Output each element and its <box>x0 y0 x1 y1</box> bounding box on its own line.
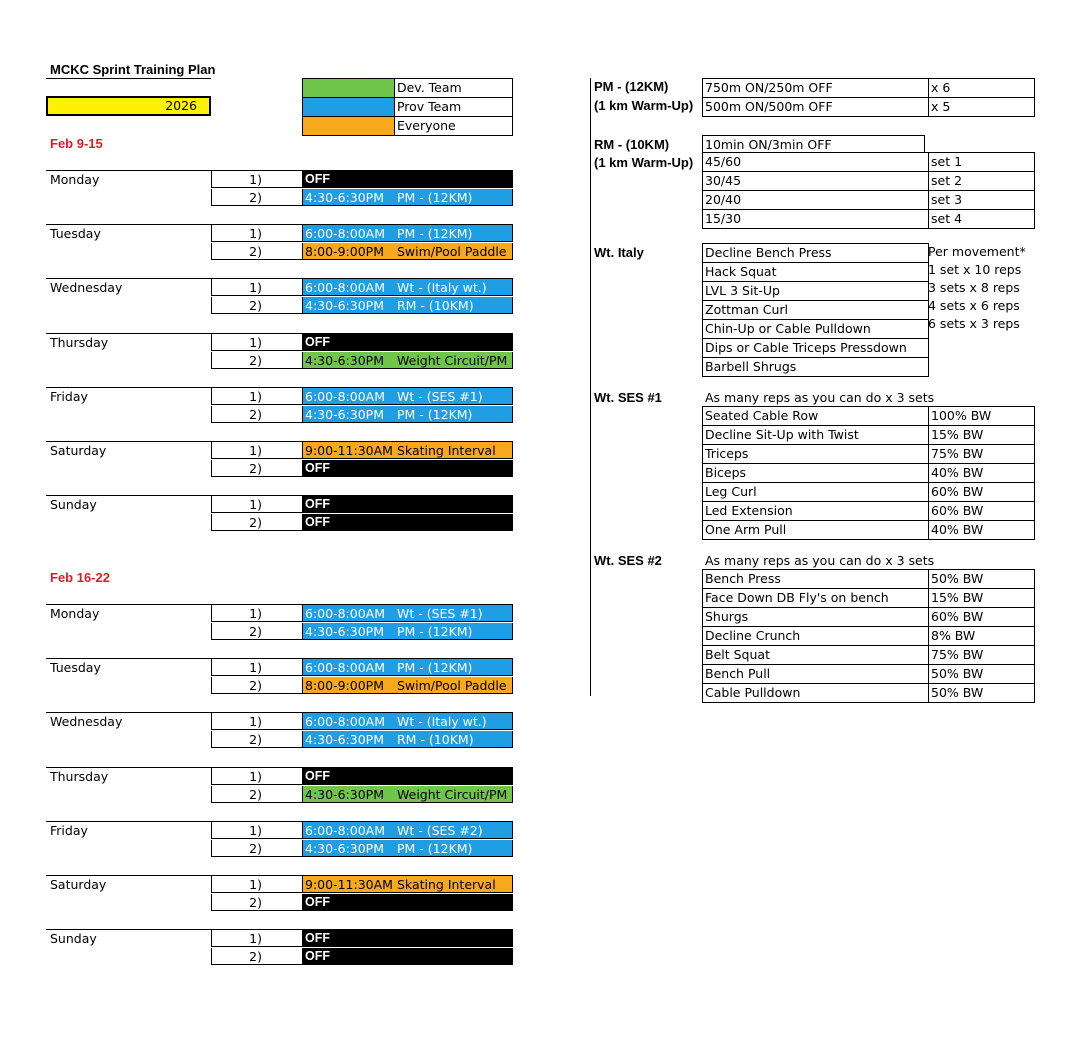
activity-cell <box>302 677 513 694</box>
ses1-row <box>702 444 1035 464</box>
ses2-bodyweight: 60% BW <box>929 607 1035 627</box>
activity-name: Weight Circuit/PM <box>397 352 508 368</box>
slot-number: 1) <box>211 767 303 785</box>
rm-set: set 3 <box>929 190 1035 210</box>
activity-cell <box>302 767 513 785</box>
italy-exercise-list <box>702 243 929 377</box>
ses2-exercise: Decline Crunch <box>702 626 929 646</box>
activity-cell <box>302 170 513 188</box>
italy-label: Wt. Italy <box>594 245 644 260</box>
activity-time: 4:30-6:30PM <box>305 840 384 856</box>
activity-cell <box>302 441 513 459</box>
ses1-row <box>702 406 1035 426</box>
rm-desc: 20/40 <box>702 190 929 210</box>
activity-time: 6:00-8:00AM <box>305 606 385 621</box>
rm-desc: 45/60 <box>702 152 929 172</box>
activity-cell <box>302 623 513 640</box>
activity-cell <box>302 387 513 405</box>
day-label: Friday <box>50 822 88 838</box>
italy-note: 4 sets x 6 reps <box>928 298 1020 313</box>
activity-time: 6:00-8:00AM <box>305 714 385 730</box>
activity-name: OFF <box>305 515 330 530</box>
section-divider <box>590 78 591 696</box>
ses2-row <box>702 683 1035 703</box>
ses2-row <box>702 626 1035 646</box>
day-label: Sunday <box>50 931 97 947</box>
activity-cell <box>302 929 513 947</box>
italy-notes <box>928 243 1026 333</box>
legend-swatch-green <box>302 78 395 98</box>
activity-name: OFF <box>305 172 330 186</box>
activity-name: OFF <box>305 895 330 909</box>
activity-name: Wt - (Italy wt.) <box>397 280 487 296</box>
italy-exercise: Hack Squat <box>702 262 929 282</box>
activity-name: RM - (10KM) <box>397 732 474 748</box>
rm-warmup-label: (1 km Warm-Up) <box>594 155 694 170</box>
ses1-header: As many reps as you can do x 3 sets <box>705 390 935 405</box>
rm-row <box>702 209 1035 229</box>
ses1-exercise: Leg Curl <box>702 482 929 502</box>
ses1-row <box>702 520 1035 540</box>
year-cell: 2026 <box>46 96 211 116</box>
day-label: Thursday <box>50 334 109 350</box>
activity-time: 6:00-8:00AM <box>305 388 385 404</box>
slot-number: 1) <box>211 278 303 296</box>
ses2-header: As many reps as you can do x 3 sets <box>705 553 935 568</box>
italy-note: Per movement* <box>928 244 1026 259</box>
activity-name: PM - (12KM) <box>397 840 473 856</box>
slot-number: 1) <box>211 495 303 513</box>
activity-time: 4:30-6:30PM <box>305 732 384 748</box>
ses2-bodyweight: 50% BW <box>929 683 1035 703</box>
slot-number: 1) <box>211 224 303 242</box>
rm-header: 10min ON/3min OFF <box>702 135 925 153</box>
pm-row <box>702 97 1035 117</box>
activity-cell <box>302 297 513 314</box>
ses1-bodyweight: 75% BW <box>929 444 1035 464</box>
pm-row <box>702 78 1035 98</box>
ses1-exercise: Led Extension <box>702 501 929 521</box>
day-label: Thursday <box>50 768 109 784</box>
activity-cell <box>302 731 513 748</box>
legend-row-dev <box>302 78 513 98</box>
day-label: Saturday <box>50 443 107 458</box>
rm-row <box>702 152 1035 172</box>
activity-name: Swim/Pool Paddle <box>397 678 507 694</box>
slot-number: 2) <box>211 297 303 314</box>
italy-exercise: Zottman Curl <box>702 300 929 320</box>
italy-note: 6 sets x 3 reps <box>928 316 1020 331</box>
italy-exercise: Barbell Shrugs <box>702 357 929 377</box>
activity-name: PM - (12KM) <box>397 190 473 205</box>
slot-number: 2) <box>211 243 303 260</box>
pm-reps: x 5 <box>929 97 1035 117</box>
activity-name: Wt - (SES #2) <box>397 822 483 838</box>
activity-name: Wt - (SES #1) <box>397 388 483 404</box>
ses1-bodyweight: 60% BW <box>929 501 1035 521</box>
ses2-exercise: Belt Squat <box>702 645 929 665</box>
slot-number: 1) <box>211 333 303 351</box>
legend-swatch-orange <box>302 116 395 136</box>
ses2-exercise: Face Down DB Fly's on bench <box>702 588 929 608</box>
slot-number: 1) <box>211 387 303 405</box>
slot-number: 1) <box>211 929 303 947</box>
slot-number: 2) <box>211 623 303 640</box>
slot-number: 1) <box>211 441 303 459</box>
slot-number: 1) <box>211 712 303 730</box>
activity-name: PM - (12KM) <box>397 624 473 639</box>
ses2-exercise: Bench Pull <box>702 664 929 684</box>
legend <box>302 78 513 136</box>
slot-number: 1) <box>211 604 303 622</box>
slot-number: 1) <box>211 821 303 839</box>
activity-name: Skating Interval <box>397 443 496 458</box>
activity-name: PM - (12KM) <box>397 226 473 242</box>
italy-exercise: LVL 3 Sit-Up <box>702 281 929 301</box>
activity-time: 4:30-6:30PM <box>305 352 384 368</box>
activity-cell <box>302 495 513 513</box>
ses1-row <box>702 425 1035 445</box>
activity-name: OFF <box>305 931 330 946</box>
rm-row <box>702 190 1035 210</box>
ses2-row <box>702 588 1035 608</box>
day-label: Wednesday <box>50 280 123 296</box>
slot-number: 2) <box>211 406 303 423</box>
activity-name: OFF <box>305 461 330 475</box>
title-underline <box>46 78 211 79</box>
rm-desc: 30/45 <box>702 171 929 191</box>
ses1-row <box>702 482 1035 502</box>
activity-cell <box>302 406 513 423</box>
activity-name: OFF <box>305 497 330 512</box>
activity-name: Swim/Pool Paddle <box>397 244 507 260</box>
pm-table <box>702 78 1035 117</box>
activity-cell <box>302 821 513 839</box>
day-label: Sunday <box>50 497 97 513</box>
activity-cell <box>302 514 513 531</box>
activity-name: Wt - (Italy wt.) <box>397 714 487 730</box>
activity-name: PM - (12KM) <box>397 660 473 676</box>
ses2-bodyweight: 50% BW <box>929 569 1035 589</box>
rm-label: RM - (10KM) <box>594 137 670 152</box>
legend-row-prov <box>302 97 513 117</box>
legend-swatch-blue <box>302 97 395 117</box>
pm-warmup-label: (1 km Warm-Up) <box>594 98 694 113</box>
ses2-bodyweight: 75% BW <box>929 645 1035 665</box>
ses1-exercise: Seated Cable Row <box>702 406 929 426</box>
ses2-row <box>702 664 1035 684</box>
activity-cell <box>302 224 513 242</box>
day-label: Tuesday <box>50 226 101 242</box>
italy-note: 1 set x 10 reps <box>928 262 1022 277</box>
activity-cell <box>302 948 513 965</box>
ses1-bodyweight: 15% BW <box>929 425 1035 445</box>
activity-cell <box>302 604 513 622</box>
day-label: Saturday <box>50 877 107 892</box>
activity-time: 8:00-9:00PM <box>305 678 384 694</box>
day-label: Tuesday <box>50 660 101 676</box>
ses2-exercise: Cable Pulldown <box>702 683 929 703</box>
activity-cell <box>302 894 513 911</box>
activity-name: PM - (12KM) <box>397 406 473 422</box>
italy-exercise: Chin-Up or Cable Pulldown <box>702 319 929 339</box>
activity-name: OFF <box>305 334 330 349</box>
activity-cell <box>302 189 513 206</box>
activity-cell <box>302 460 513 477</box>
ses1-exercise: One Arm Pull <box>702 520 929 540</box>
activity-name: RM - (10KM) <box>397 298 474 314</box>
slot-number: 2) <box>211 731 303 748</box>
ses2-exercise: Shurgs <box>702 607 929 627</box>
slot-number: 2) <box>211 840 303 857</box>
slot-number: 1) <box>211 875 303 893</box>
week-label: Feb 9-15 <box>50 136 103 151</box>
rm-set: set 2 <box>929 171 1035 191</box>
legend-label: Dev. Team <box>395 78 513 98</box>
activity-time: 6:00-8:00AM <box>305 280 385 296</box>
italy-note: 3 sets x 8 reps <box>928 280 1020 295</box>
activity-cell <box>302 278 513 296</box>
slot-number: 2) <box>211 514 303 531</box>
day-label: Friday <box>50 388 88 404</box>
activity-time: 4:30-6:30PM <box>305 786 384 802</box>
rm-desc: 15/30 <box>702 209 929 229</box>
slot-number: 2) <box>211 786 303 803</box>
rm-set: set 4 <box>929 209 1035 229</box>
ses1-table <box>702 406 1035 540</box>
activity-cell <box>302 243 513 260</box>
ses2-bodyweight: 50% BW <box>929 664 1035 684</box>
ses1-bodyweight: 40% BW <box>929 520 1035 540</box>
page-title: MCKC Sprint Training Plan <box>50 62 216 77</box>
slot-number: 1) <box>211 658 303 676</box>
ses1-bodyweight: 60% BW <box>929 482 1035 502</box>
ses1-row <box>702 463 1035 483</box>
rm-table <box>702 152 1035 229</box>
pm-desc: 750m ON/250m OFF <box>702 78 929 98</box>
activity-cell <box>302 352 513 369</box>
rm-row <box>702 171 1035 191</box>
slot-number: 2) <box>211 948 303 965</box>
week-label: Feb 16-22 <box>50 570 110 585</box>
ses1-exercise: Biceps <box>702 463 929 483</box>
activity-cell <box>302 712 513 730</box>
slot-number: 2) <box>211 460 303 477</box>
rm-set: set 1 <box>929 152 1035 172</box>
activity-time: 9:00-11:30AM <box>305 877 393 892</box>
legend-label: Everyone <box>395 116 513 136</box>
ses2-table <box>702 569 1035 703</box>
pm-desc: 500m ON/500m OFF <box>702 97 929 117</box>
activity-cell <box>302 875 513 893</box>
slot-number: 2) <box>211 677 303 694</box>
activity-time: 4:30-6:30PM <box>305 190 384 205</box>
activity-name: Skating Interval <box>397 877 496 892</box>
ses2-row <box>702 645 1035 665</box>
activity-name: Wt - (SES #1) <box>397 606 483 621</box>
ses1-exercise: Triceps <box>702 444 929 464</box>
activity-time: 6:00-8:00AM <box>305 226 385 242</box>
slot-number: 2) <box>211 189 303 206</box>
pm-label: PM - (12KM) <box>594 79 669 94</box>
activity-name: OFF <box>305 949 330 964</box>
ses1-label: Wt. SES #1 <box>594 390 662 405</box>
ses2-row <box>702 569 1035 589</box>
slot-number: 2) <box>211 352 303 369</box>
ses1-exercise: Decline Sit-Up with Twist <box>702 425 929 445</box>
activity-cell <box>302 786 513 803</box>
slot-number: 2) <box>211 894 303 911</box>
activity-time: 4:30-6:30PM <box>305 624 384 639</box>
ses2-bodyweight: 8% BW <box>929 626 1035 646</box>
italy-exercise: Decline Bench Press <box>702 243 929 263</box>
ses2-bodyweight: 15% BW <box>929 588 1035 608</box>
activity-name: Weight Circuit/PM <box>397 786 508 802</box>
ses1-bodyweight: 40% BW <box>929 463 1035 483</box>
activity-cell <box>302 840 513 857</box>
activity-name: OFF <box>305 768 330 783</box>
activity-cell <box>302 658 513 676</box>
italy-exercise: Dips or Cable Triceps Pressdown <box>702 338 929 358</box>
day-label: Wednesday <box>50 714 123 730</box>
activity-time: 4:30-6:30PM <box>305 298 384 314</box>
activity-time: 6:00-8:00AM <box>305 822 385 838</box>
activity-time: 9:00-11:30AM <box>305 443 393 458</box>
day-label: Monday <box>50 172 100 187</box>
day-label: Monday <box>50 606 100 621</box>
ses2-row <box>702 607 1035 627</box>
ses2-exercise: Bench Press <box>702 569 929 589</box>
activity-time: 8:00-9:00PM <box>305 244 384 260</box>
pm-reps: x 6 <box>929 78 1035 98</box>
ses1-row <box>702 501 1035 521</box>
legend-row-everyone <box>302 116 513 136</box>
slot-number: 1) <box>211 170 303 188</box>
ses1-bodyweight: 100% BW <box>929 406 1035 426</box>
ses2-label: Wt. SES #2 <box>594 553 662 568</box>
activity-time: 6:00-8:00AM <box>305 660 385 676</box>
activity-time: 4:30-6:30PM <box>305 406 384 422</box>
activity-cell <box>302 333 513 351</box>
legend-label: Prov Team <box>395 97 513 117</box>
